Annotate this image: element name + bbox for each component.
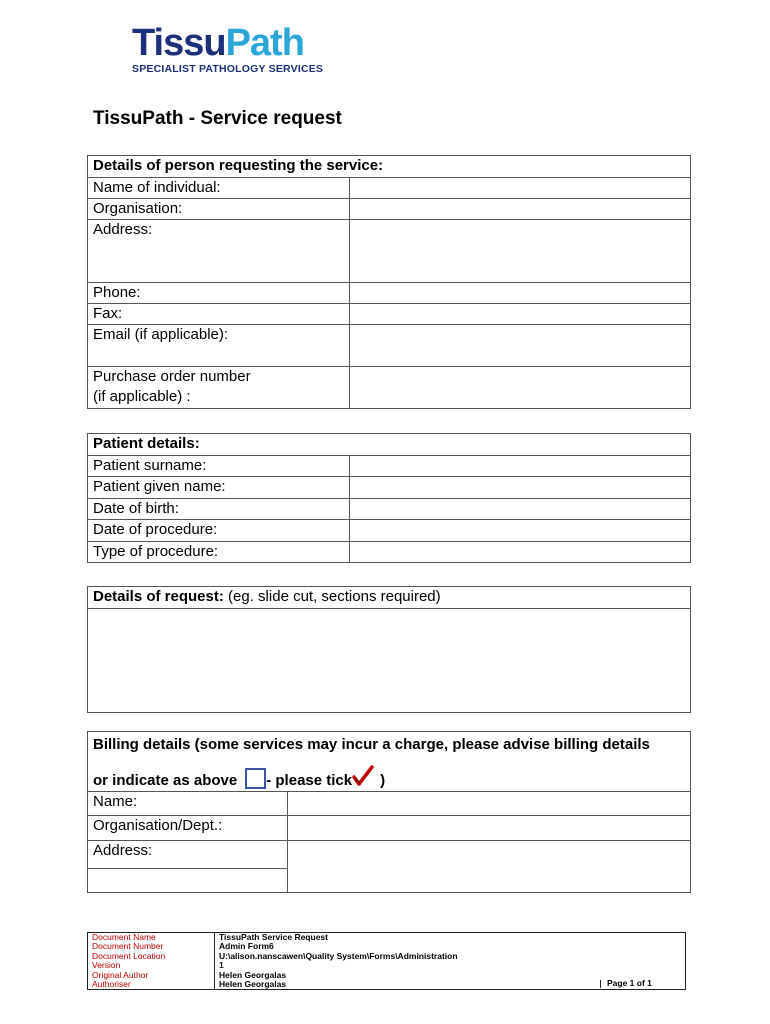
procedure-type-field[interactable] — [350, 542, 691, 563]
email-label: Email (if applicable): — [88, 325, 350, 367]
request-header — [88, 587, 691, 609]
authoriser-label: Authoriser — [88, 980, 215, 990]
billing-close-paren: ) — [380, 772, 386, 789]
requester-header: Details of person requesting the service: — [88, 156, 691, 178]
fax-label: Fax: — [88, 304, 350, 325]
doc-number-value: Admin Form6 — [215, 942, 686, 951]
tissupath-logo — [132, 24, 332, 74]
billing-address-extra — [88, 869, 288, 893]
request-details-table — [87, 586, 691, 713]
logo-tissu: Tissu — [132, 22, 226, 64]
logo-tagline: SPECIALIST PATHOLOGY SERVICES — [132, 63, 324, 75]
po-label-line1: Purchase order number — [93, 368, 251, 385]
request-header-bold: Details of request: — [93, 588, 224, 605]
request-details-field[interactable] — [88, 609, 691, 713]
name-label: Name of individual: — [88, 178, 350, 199]
patient-given-name-field[interactable] — [350, 477, 691, 499]
doc-number-label: Document Number — [88, 942, 215, 951]
email-field[interactable] — [350, 325, 691, 367]
dob-label: Date of birth: — [88, 499, 350, 520]
original-author-label: Original Author — [88, 971, 215, 980]
billing-address-label: Address: — [88, 841, 288, 869]
phone-field[interactable] — [350, 283, 691, 304]
doc-name-label: Document Name — [88, 933, 215, 943]
procedure-type-label: Type of procedure: — [88, 542, 350, 563]
billing-tick-text: - please tick — [266, 772, 353, 789]
requester-details-table — [87, 155, 691, 409]
address-field[interactable] — [350, 220, 691, 283]
organisation-field[interactable] — [350, 199, 691, 220]
tick-icon — [352, 765, 372, 785]
document-control-table — [87, 932, 686, 990]
billing-address-field[interactable] — [288, 841, 691, 893]
request-header-note: (eg. slide cut, sections required) — [223, 588, 441, 605]
billing-checkbox[interactable] — [245, 768, 266, 789]
patient-details-table — [87, 433, 691, 563]
version-value: 1 — [215, 961, 686, 970]
po-label-line2: (if applicable) : — [93, 388, 191, 405]
address-label: Address: — [88, 220, 350, 283]
version-label: Version — [88, 961, 215, 970]
billing-header-line2 — [93, 765, 690, 791]
billing-header — [88, 732, 691, 792]
logo-wordmark — [132, 24, 332, 62]
billing-details-table — [87, 731, 691, 893]
doc-location-value: U:\alison.nanscawen\Quality System\Forms\Administration — [215, 952, 686, 961]
procedure-date-field[interactable] — [350, 520, 691, 542]
billing-org-label: Organisation/Dept.: — [88, 816, 288, 841]
fax-field[interactable] — [350, 304, 691, 325]
doc-name-value: TissuPath Service Request — [215, 933, 686, 943]
po-number-field[interactable] — [350, 367, 691, 409]
patient-surname-field[interactable] — [350, 456, 691, 477]
dob-field[interactable] — [350, 499, 691, 520]
original-author-value: Helen Georgalas — [215, 971, 686, 980]
billing-header-line1: Billing details (some services may incur a charge, please advise billing details — [93, 736, 650, 753]
po-number-label — [88, 367, 350, 409]
page-number: Page 1 of 1 — [600, 980, 685, 988]
billing-indicate-text: or indicate as above — [93, 772, 238, 789]
billing-name-label: Name: — [88, 792, 288, 816]
name-field[interactable] — [350, 178, 691, 199]
billing-name-field[interactable] — [288, 792, 691, 816]
patient-header: Patient details: — [88, 434, 691, 456]
phone-label: Phone: — [88, 283, 350, 304]
organisation-label: Organisation: — [88, 199, 350, 220]
billing-org-field[interactable] — [288, 816, 691, 841]
authoriser-name: Helen Georgalas — [219, 980, 287, 990]
authoriser-value — [215, 980, 686, 990]
logo-path: Path — [225, 22, 304, 64]
doc-location-label: Document Location — [88, 952, 215, 961]
procedure-date-label: Date of procedure: — [88, 520, 350, 542]
patient-surname-label: Patient surname: — [88, 456, 350, 477]
page-title: TissuPath - Service request — [93, 108, 342, 129]
patient-given-name-label: Patient given name: — [88, 477, 350, 499]
